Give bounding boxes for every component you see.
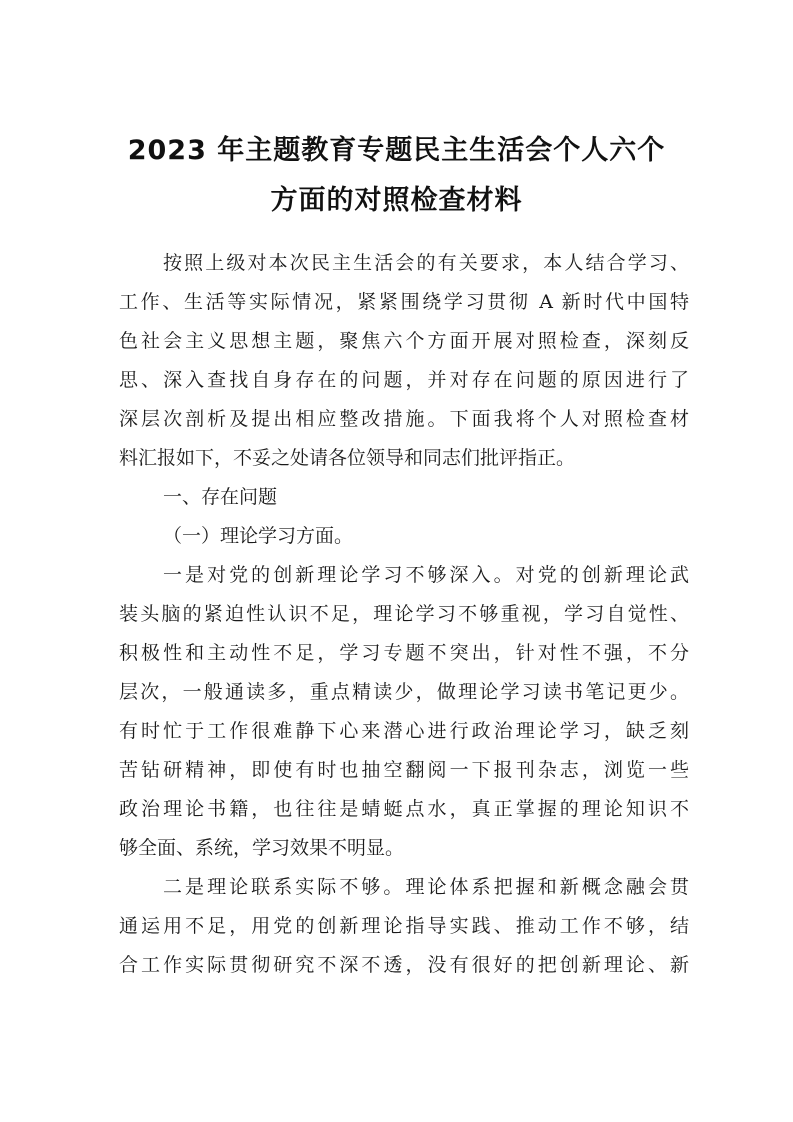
paragraph-intro-line: 料汇报如下，不妥之处请各位领导和同志们批评指正。 — [119, 447, 576, 469]
paragraph-point-one-line: 有时忙于工作很难静下心来潜心进行政治理论学习，缺乏刻 — [119, 720, 689, 742]
paragraph-intro-line: 思、深入查找自身存在的问题，并对存在问题的原因进行了 — [119, 369, 689, 391]
document-title-line-2: 方面的对照检查材料 — [270, 185, 523, 216]
paragraph-point-one-line: 政治理论书籍，也往往是蜻蜓点水，真正掌握的理论知识不 — [119, 798, 689, 820]
paragraph-point-one-line: 一是对党的创新理论学习不够深入。对党的创新理论武 — [163, 564, 689, 586]
subsection-heading: （一）理论学习方面。 — [163, 525, 354, 547]
paragraph-point-two-line: 二是理论联系实际不够。理论体系把握和新概念融会贯 — [163, 876, 689, 898]
paragraph-point-one-line: 苦钻研精神，即使有时也抽空翻阅一下报刊杂志，浏览一些 — [119, 759, 689, 781]
document-body — [119, 244, 689, 985]
paragraph-point-two-line: 合工作实际贯彻研究不深不透，没有很好的把创新理论、新 — [119, 954, 689, 976]
paragraph-intro-line: 工作、生活等实际情况，紧紧围绕学习贯彻 A 新时代中国特 — [119, 291, 689, 313]
paragraph-intro-line: 按照上级对本次民主生活会的有关要求，本人结合学习、 — [163, 252, 689, 274]
paragraph-intro-line: 深层次剖析及提出相应整改措施。下面我将个人对照检查材 — [119, 408, 689, 430]
paragraph-point-one-line: 够全面、系统，学习效果不明显。 — [119, 837, 405, 859]
document-title-line-1: 2023 年主题教育专题民主生活会个人六个 — [127, 135, 666, 166]
paragraph-intro-line: 色社会主义思想主题，聚焦六个方面开展对照检查，深刻反 — [119, 330, 689, 352]
paragraph-point-one-line: 积极性和主动性不足，学习专题不突出，针对性不强，不分 — [119, 642, 689, 664]
paragraph-point-one-line: 层次，一般通读多，重点精读少，做理论学习读书笔记更少。 — [119, 681, 689, 703]
paragraph-point-two-line: 通运用不足，用党的创新理论指导实践、推动工作不够，结 — [119, 915, 689, 937]
paragraph-point-one-line: 装头脑的紧迫性认识不足，理论学习不够重视，学习自觉性、 — [119, 603, 689, 625]
section-heading: 一、存在问题 — [163, 486, 278, 508]
